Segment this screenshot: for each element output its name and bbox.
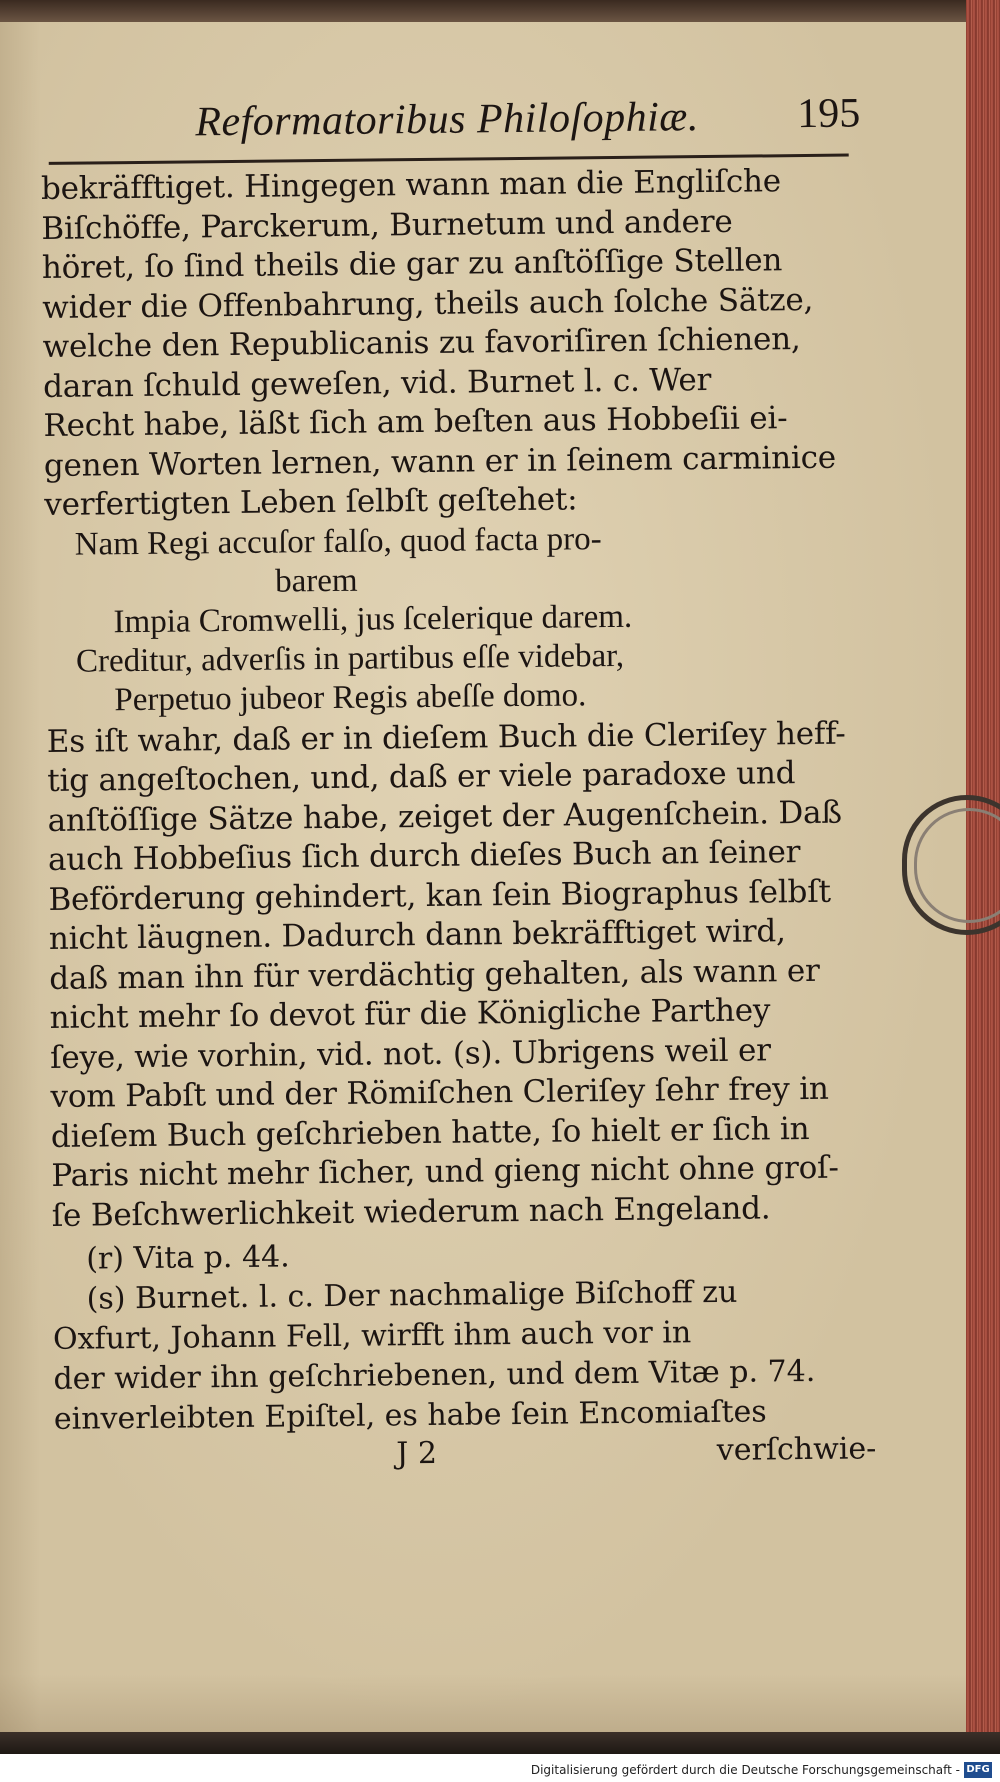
footer-credit: Digitalisierung gefördert durch die Deutsche Forschungsgemeinschaft - — [530, 1763, 960, 1777]
catchword: verſchwie- — [716, 1431, 877, 1468]
running-head — [40, 84, 861, 156]
body-paragraph-1 — [41, 162, 845, 526]
note-line: Oxfurt, Johann Fell, wirfft ihm auch vor in — [52, 1315, 692, 1357]
body-line: bekräfftiget. Hingegen wann man die Engliſche — [40, 163, 782, 207]
body-line: auch Hobbeſius ſich durch dieſes Buch an ſeiner — [47, 834, 801, 878]
body-line: Biſchöffe, Parckerum, Burnetum und andere — [41, 203, 733, 247]
verse-line: Nam Regi accuſor falſo, quod facta pro- — [74, 520, 602, 563]
body-line: welche den Republicanis zu favoriſiren ſchienen, — [42, 321, 801, 365]
body-line: höret, ſo ſind theils die gar zu anſtöſſige Stellen — [41, 242, 783, 286]
body-line: tig angeſtochen, und, daß er viele paradoxe und — [47, 755, 796, 799]
body-line: Beförderung gehindert, kan ſein Biographus ſelbſt — [48, 873, 831, 918]
footer-strip — [0, 1754, 1000, 1782]
note-line: (s) Burnet. l. c. Der nachmalige Biſchoff zu — [86, 1274, 738, 1317]
note-line: (r) Vita p. 44. — [86, 1239, 290, 1277]
running-title: Reformatoribus Philoſophiæ. — [195, 94, 700, 146]
body-line: daran ſchuld geweſen, vid. Burnet l. c. Wer — [42, 361, 712, 405]
bottom-cover-edge — [0, 1732, 1000, 1754]
page-number: 195 — [797, 90, 861, 138]
dfg-logo-icon: DFG — [964, 1762, 992, 1778]
verse-line: Impia Cromwelli, jus ſcelerique darem. — [113, 598, 633, 640]
signature-row — [54, 1431, 877, 1484]
note-line: der wider ihn geſchriebenen, und dem Vitæ p. 74. — [53, 1353, 816, 1397]
top-cover-edge — [0, 0, 966, 22]
footnotes — [52, 1232, 854, 1440]
body-line: nicht mehr ſo devot für die Königliche Parthey — [49, 992, 771, 1036]
body-paragraph-2 — [47, 714, 852, 1236]
body-line: nicht läugnen. Dadurch dann bekräfftiget wird, — [48, 913, 786, 957]
body-line: genen Worten lernen, wann er in ſeinem carminice — [43, 439, 837, 484]
note-line: einverleibten Epiſtel, es habe ſein Encomiaſtes — [53, 1394, 767, 1437]
verse-quotation — [45, 517, 847, 720]
body-line: daß man ihn für verdächtig gehalten, als wann er — [49, 952, 820, 997]
body-line: dieſem Buch geſchrieben hatte, ſo hielt er ſich in — [50, 1110, 810, 1155]
body-line: anſtöſſige Sätze habe, zeiget der Augenſchein. Daß — [47, 794, 843, 839]
signature-mark: J 2 — [396, 1435, 438, 1472]
body-line: vom Pabſt und der Römiſchen Cleriſey ſehr frey in — [50, 1070, 829, 1115]
verse-line: Perpetuo jubeor Regis abeſſe domo. — [114, 676, 587, 718]
body-line: Es iſt wahr, daß er in dieſem Buch die Cleriſey heff- — [46, 715, 846, 760]
verse-line: barem — [274, 562, 358, 600]
body-line: wider die Offenbahrung, theils auch ſolche Sätze, — [42, 281, 814, 326]
body-line: Recht habe, läßt ſich am beſten aus Hobbeſii ei- — [43, 400, 788, 444]
verse-line: Creditur, adverſis in partibus eſſe videbar, — [75, 637, 625, 680]
body-line: ſe Beſchwerlichkeit wiederum nach Engeland. — [51, 1189, 771, 1234]
body-line: Paris nicht mehr ſicher, und gieng nicht ohne groſ- — [51, 1149, 839, 1194]
body-line: ſeye, wie vorhin, vid. not. (s). Ubrigens weil er — [49, 1031, 771, 1076]
body-line: verfertigten Leben ſelbſt geſtehet: — [44, 481, 578, 523]
text-block — [40, 84, 877, 1484]
